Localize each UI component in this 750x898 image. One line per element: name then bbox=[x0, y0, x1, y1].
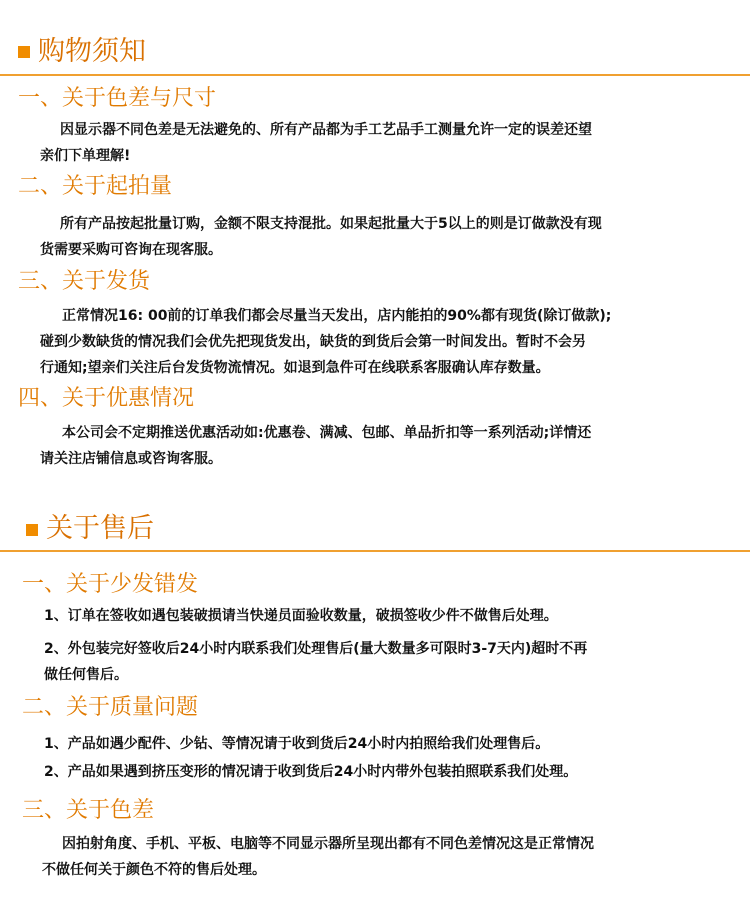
section-bullet-icon bbox=[26, 524, 38, 536]
paragraph bbox=[42, 857, 266, 883]
paragraph-line: 碰到少数缺货的情况我们会优先把现货发出，缺货的到货后会第一时间发出。暂时不会另 bbox=[40, 334, 586, 350]
paragraph-line: 2、外包装完好签收后24小时内联系我们处理售后(量大数量多可限时3-7天内)超时不再 bbox=[44, 641, 588, 657]
paragraph-line: 正常情况16: 00前的订单我们都会尽量当天发出，店内能拍的90%都有现货(除订做款); bbox=[62, 308, 612, 324]
subheading: 三、关于色差 bbox=[22, 798, 155, 823]
paragraph-line: 1、订单在签收如遇包装破损请当快递员面验收数量，破损签收少件不做售后处理。 bbox=[44, 608, 558, 624]
subheading: 一、关于色差与尺寸 bbox=[18, 86, 217, 111]
paragraph bbox=[40, 143, 130, 169]
paragraph bbox=[40, 329, 586, 381]
paragraph-line: 本公司会不定期推送优惠活动如:优惠卷、满减、包邮、单品折扣等一系列活动;详情还 bbox=[62, 425, 592, 441]
paragraph-line: 行通知;望亲们关注后台发货物流情况。如退到急件可在线联系客服确认库存数量。 bbox=[40, 360, 550, 376]
subheading: 二、关于起拍量 bbox=[18, 174, 173, 199]
paragraph bbox=[40, 446, 222, 472]
paragraph bbox=[44, 603, 558, 629]
paragraph bbox=[62, 420, 591, 446]
paragraph bbox=[44, 636, 587, 688]
paragraph-line: 货需要采购可咨询在现客服。 bbox=[40, 242, 222, 258]
section-title: 购物须知 bbox=[38, 36, 146, 67]
paragraph bbox=[62, 303, 611, 329]
paragraph-line: 亲们下单理解! bbox=[40, 148, 131, 164]
section-divider bbox=[0, 550, 750, 552]
paragraph bbox=[40, 237, 222, 263]
paragraph bbox=[44, 731, 549, 757]
subheading: 二、关于质量问题 bbox=[22, 695, 199, 720]
subheading: 一、关于少发错发 bbox=[22, 572, 199, 597]
paragraph-line: 因显示器不同色差是无法避免的、所有产品都为手工艺品手工测量允许一定的误差还望 bbox=[60, 122, 592, 138]
paragraph-line: 因拍射角度、手机、平板、电脑等不同显示器所呈现出都有不同色差情况这是正常情况 bbox=[62, 836, 594, 852]
paragraph bbox=[60, 117, 592, 143]
paragraph-line: 所有产品按起批量订购，金额不限支持混批。如果起批量大于5以上的则是订做款没有现 bbox=[60, 216, 602, 232]
section-title: 关于售后 bbox=[46, 513, 154, 544]
paragraph bbox=[62, 831, 594, 857]
paragraph-line: 2、产品如果遇到挤压变形的情况请于收到货后24小时内带外包装拍照联系我们处理。 bbox=[44, 764, 578, 780]
subheading: 三、关于发货 bbox=[18, 269, 151, 294]
paragraph bbox=[60, 211, 602, 237]
paragraph-line: 1、产品如遇少配件、少钻、等情况请于收到货后24小时内拍照给我们处理售后。 bbox=[44, 736, 550, 752]
paragraph-line: 请关注店铺信息或咨询客服。 bbox=[40, 451, 222, 467]
paragraph-line: 做任何售后。 bbox=[44, 667, 128, 683]
section-bullet-icon bbox=[18, 46, 30, 58]
section-divider bbox=[0, 74, 750, 76]
paragraph bbox=[44, 759, 577, 785]
subheading: 四、关于优惠情况 bbox=[18, 386, 195, 411]
paragraph-line: 不做任何关于颜色不符的售后处理。 bbox=[42, 862, 266, 878]
